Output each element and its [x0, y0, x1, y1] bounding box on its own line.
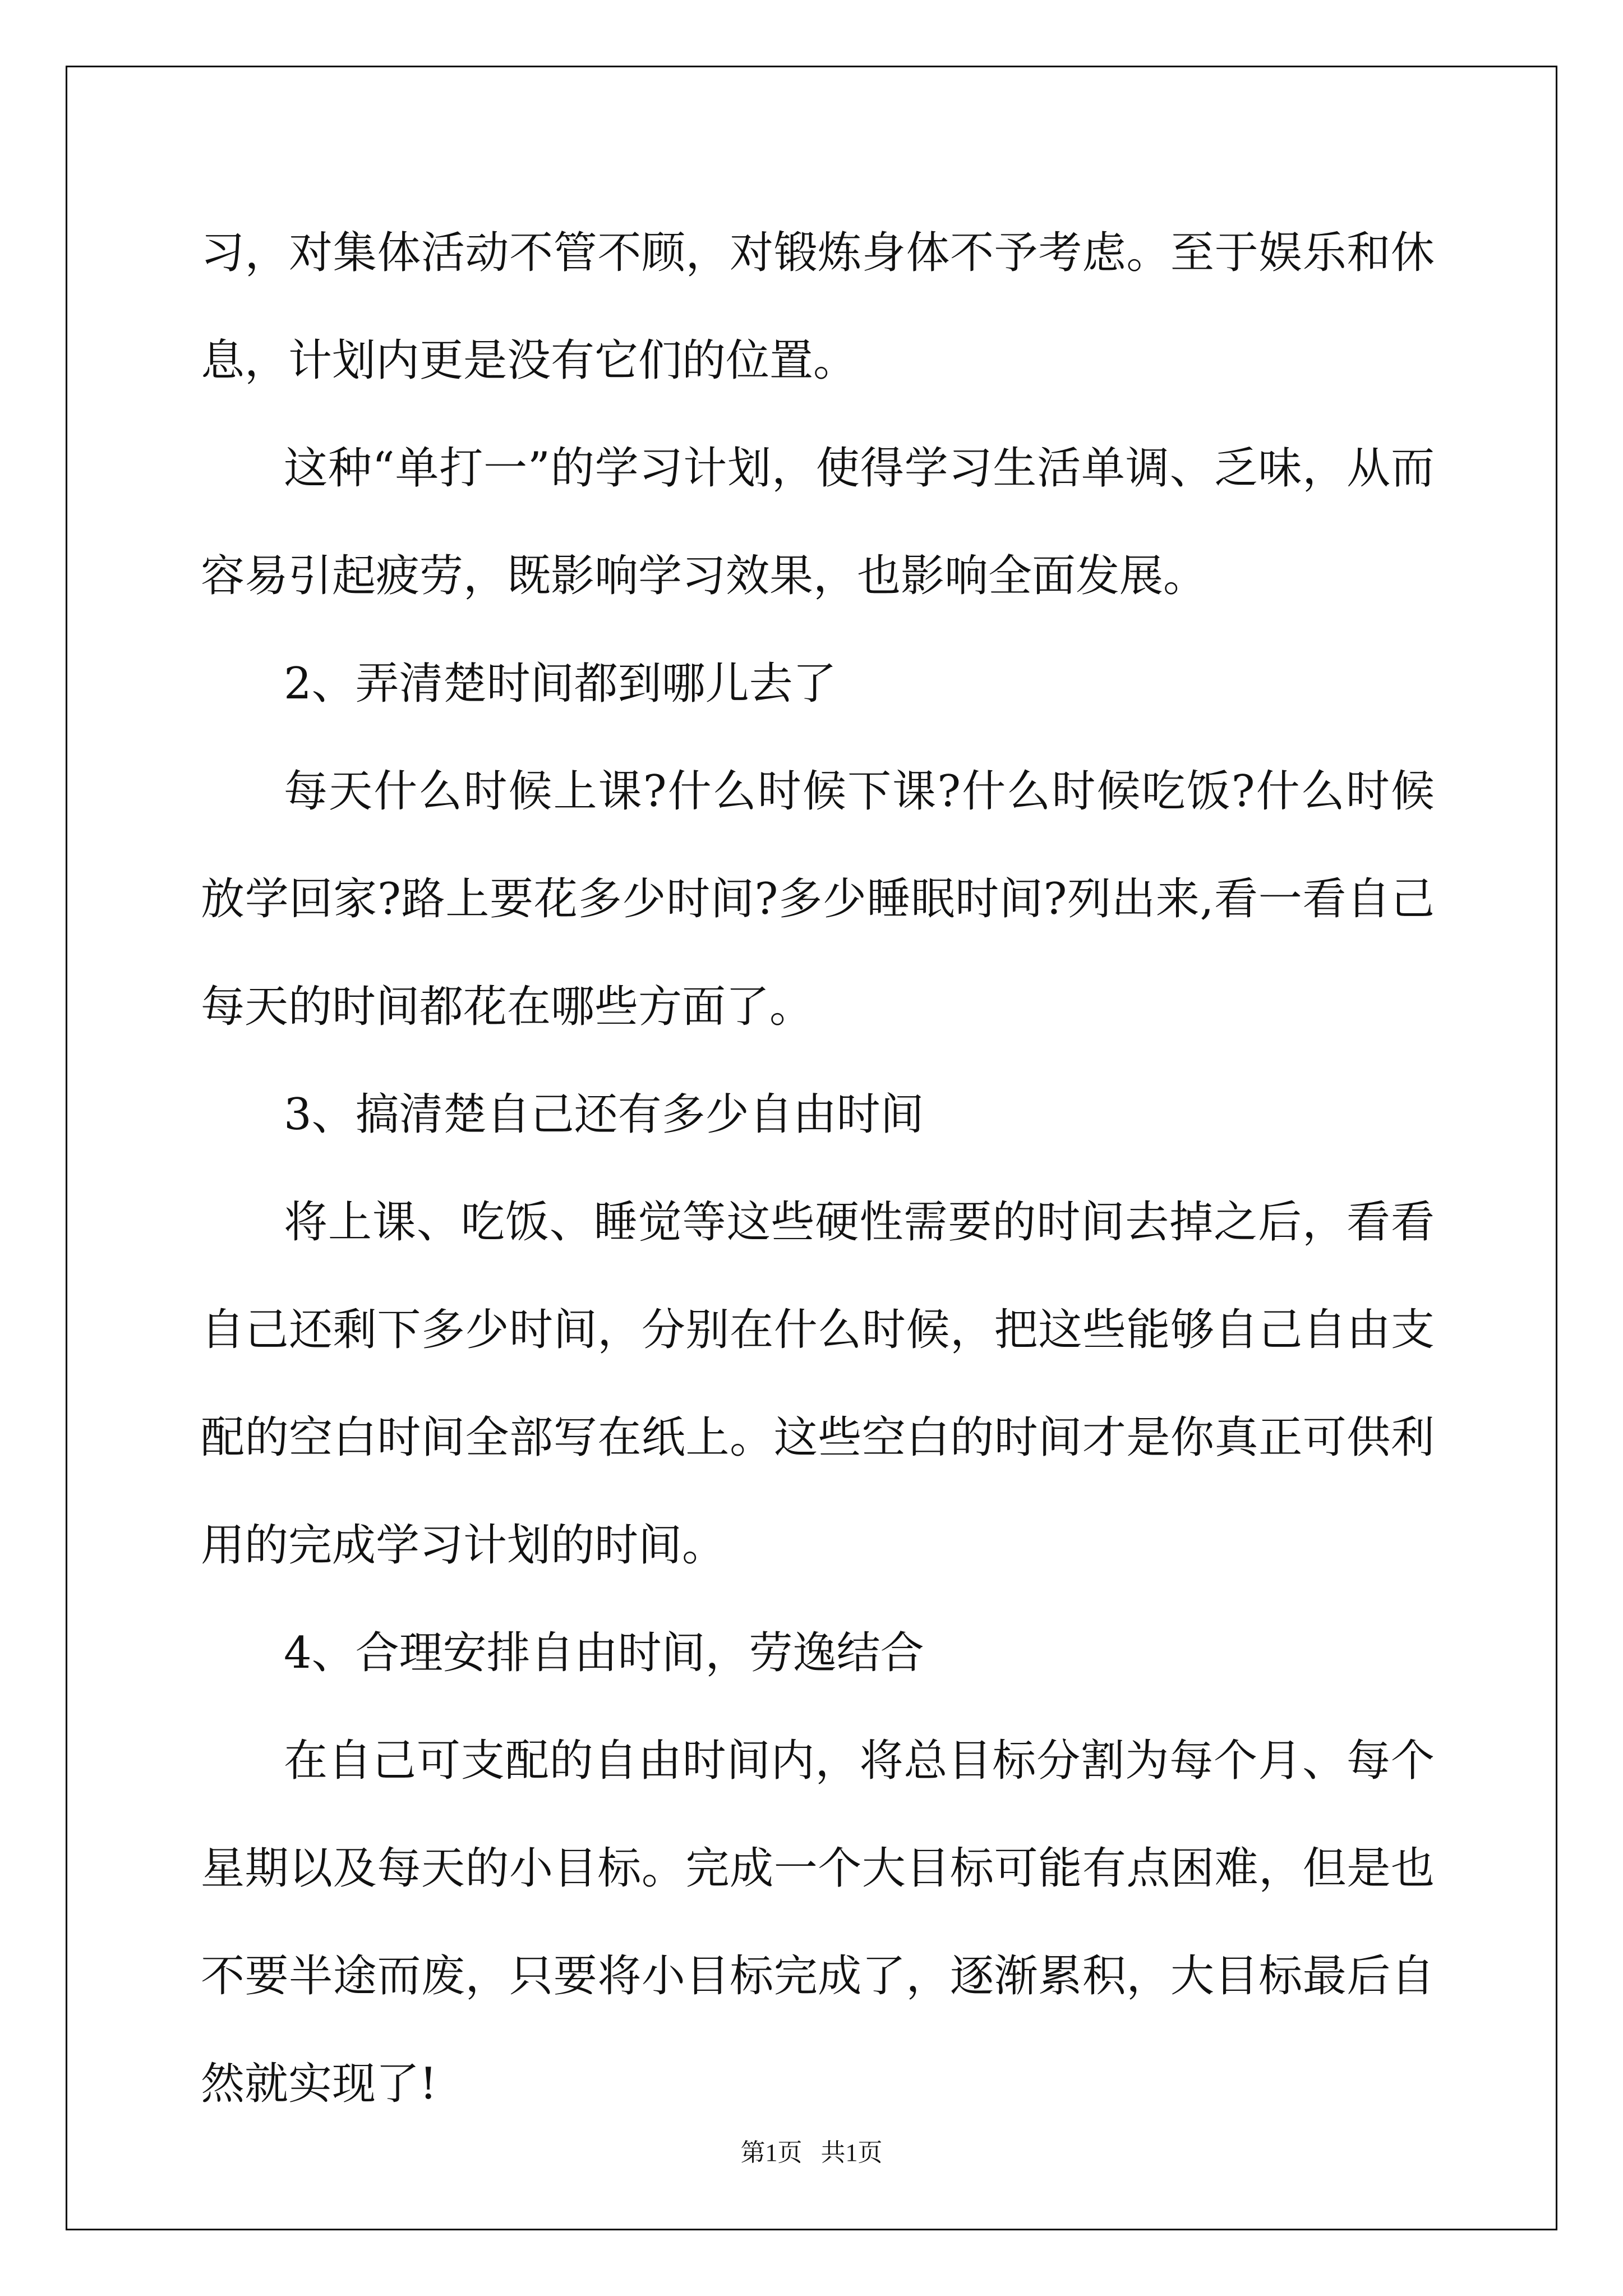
paragraph-continuation: 习，对集体活动不管不顾，对锻炼身体不予考虑。至于娱乐和休息，计划内更是没有它们的位置。	[201, 228, 1435, 386]
heading-item-2: 2、弄清楚时间都到哪儿去了	[284, 659, 837, 709]
paragraph-daily-schedule: 每天什么时候上课?什么时候下课?什么时候吃饭?什么时候放学回家?路上要花多少时间?多少睡眠时间?列出来,看一看自己每天的时间都花在哪些方面了。	[201, 766, 1435, 1032]
paragraph-goals: 在自己可支配的自由时间内，将总目标分割为每个月、每个星期以及每天的小目标。完成一个大目标可能有点困难，但是也不要半途而废，只要将小目标完成了，逐渐累积，大目标最后自然就实现了!	[201, 1736, 1435, 2109]
heading-item-4: 4、合理安排自由时间，劳逸结合	[284, 1628, 924, 1678]
page-number-footer: 第1页 共1页	[740, 2139, 883, 2166]
document-body	[201, 199, 1435, 2138]
heading-item-3: 3、搞清楚自己还有多少自由时间	[284, 1089, 924, 1140]
paragraph-single-plan: 这种“单打一”的学习计划，使得学习生活单调、乏味，从而容易引起疲劳，既影响学习效果，也影响全面发展。	[201, 443, 1435, 601]
paragraph-free-time: 将上课、吃饭、睡觉等这些硬性需要的时间去掉之后，看看自己还剩下多少时间，分别在什么时候，把这些能够自己自由支配的空白时间全部写在纸上。这些空白的时间才是你真正可供利用的完成学习计划的时间。	[201, 1197, 1435, 1571]
